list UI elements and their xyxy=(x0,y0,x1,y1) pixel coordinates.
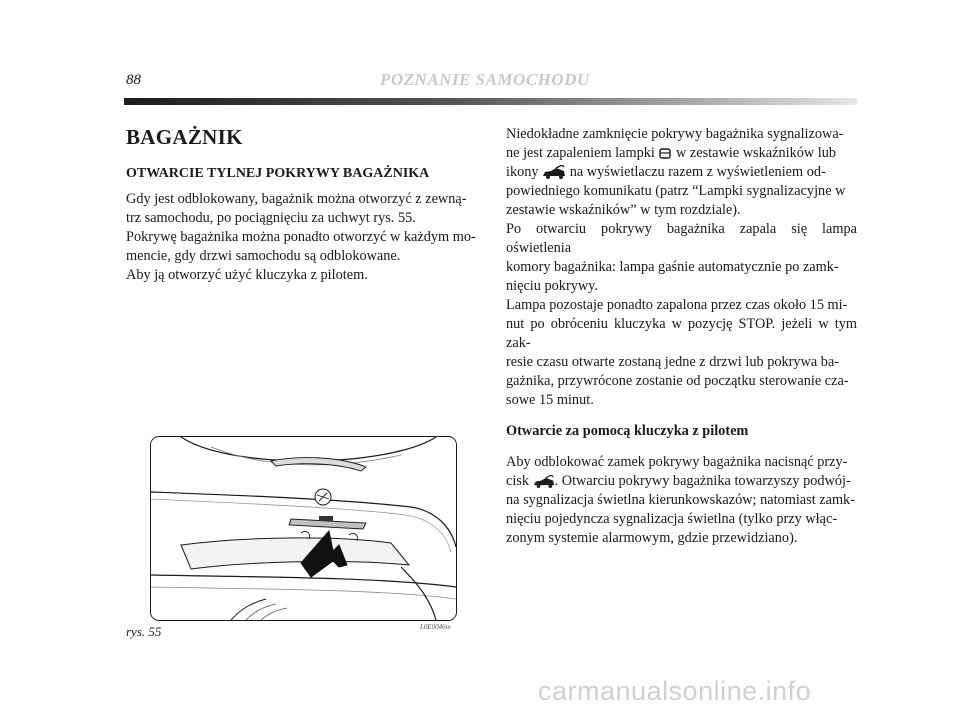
text-line: gażnika, przywrócone zostanie od początku sterowanie cza- xyxy=(506,373,849,389)
text-line: nięciu pojedyncza sygnalizacja świetlna (tylko przy włąc- xyxy=(506,511,838,527)
text-line: komory bagażnika: lampa gaśnie automatycznie po zamk- xyxy=(506,259,839,275)
text-line: Pokrywę bagażnika można ponadto otworzyć w każdym mo- xyxy=(126,229,476,245)
remote-subheading: Otwarcie za pomocą kluczyka z pilotem xyxy=(506,423,749,439)
text-line: trz samochodu, po pociągnięciu za uchwyt rys. 55. xyxy=(126,210,416,226)
text-line: . Otwarciu pokrywy bagażnika towarzyszy podwój- xyxy=(554,473,851,489)
text-line: zonym systemie alarmowym, gdzie przewidziano). xyxy=(506,530,798,546)
trunk-open-warning-icon xyxy=(658,146,672,160)
text-line: Lampa pozostaje ponadto zapalona przez czas około 15 mi- xyxy=(506,297,848,313)
text-line: na sygnalizacja świetlna kierunkowskazów; natomiast zamk- xyxy=(506,492,855,508)
text-line: zestawie wskaźników” w tym rozdziale). xyxy=(506,202,741,218)
text-line: Aby ją otworzyć użyć kluczyka z pilotem. xyxy=(126,267,368,283)
figure-caption: rys. 55 xyxy=(126,624,162,639)
text-line: ne jest zapaleniem lampki xyxy=(506,145,659,161)
paragraph-remote xyxy=(506,453,857,548)
remote-trunk-button-icon xyxy=(533,475,555,488)
text-line: na wyświetlaczu razem z wyświetleniem od- xyxy=(566,164,826,180)
left-paragraph xyxy=(126,190,476,285)
text-line: Gdy jest odblokowany, bagażnik można otworzyć z zewną- xyxy=(126,191,467,207)
paragraph-trunk-signal xyxy=(506,125,857,410)
car-trunk-open-icon xyxy=(542,165,566,179)
text-line: ikony xyxy=(506,164,543,180)
text-line: cisk xyxy=(506,473,533,489)
running-title: POZNANIE SAMOCHODU xyxy=(380,70,590,89)
section-subheading: OTWARCIE TYLNEJ POKRYWY BAGAŻNIKA xyxy=(126,166,430,181)
section-title: BAGAŻNIK xyxy=(126,125,243,149)
text-line: w zestawie wskaźników lub xyxy=(672,145,837,161)
text-line: Niedokładne zamknięcie pokrywy bagażnika sygnalizowa- xyxy=(506,126,844,142)
trunk-illustration xyxy=(150,436,457,621)
text-line: nut po obróceniu kluczyka w pozycję STOP. jeżeli w tym zak- xyxy=(506,316,857,351)
right-column xyxy=(506,125,857,548)
text-line: Aby odblokować zamek pokrywy bagażnika nacisnąć przy- xyxy=(506,454,848,470)
text-line: Po otwarciu pokrywy bagażnika zapala się lampa oświetlenia xyxy=(506,221,857,256)
text-line: powiedniego komunikatu (patrz “Lampki sygnalizacyjne w xyxy=(506,183,846,199)
page-number: 88 xyxy=(126,72,141,88)
text-line: nięciu pokrywy. xyxy=(506,278,598,294)
text-line: mencie, gdy drzwi samochodu są odblokowane. xyxy=(126,248,401,264)
text-line: resie czasu otwarte zostaną jedne z drzwi lub pokrywa ba- xyxy=(506,354,840,370)
header-rule xyxy=(124,98,857,105)
figure-code: L0E0046m xyxy=(420,623,451,631)
watermark: carmanualsonline.info xyxy=(538,676,812,706)
text-line: sowe 15 minut. xyxy=(506,392,594,408)
